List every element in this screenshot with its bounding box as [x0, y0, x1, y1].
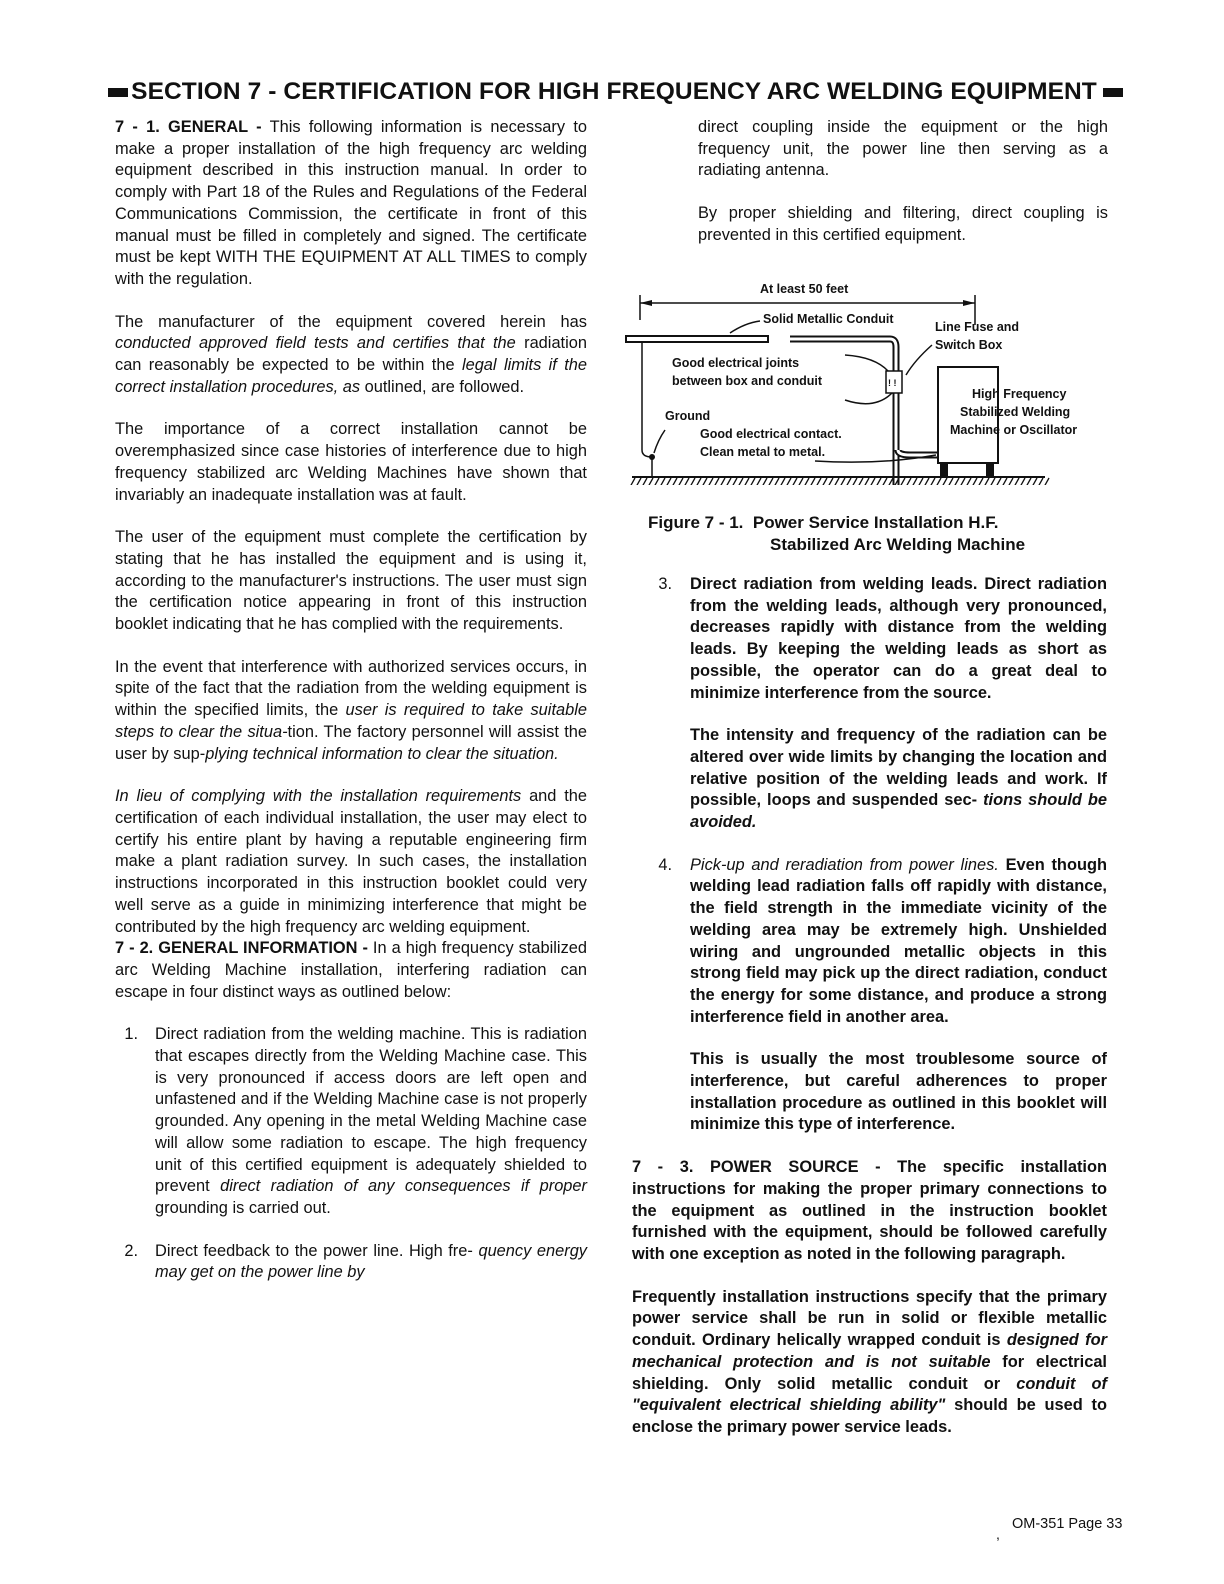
hatch-mark — [1002, 478, 1007, 485]
hatch-mark — [870, 478, 875, 485]
hatch-mark — [930, 478, 935, 485]
hatch-mark — [738, 478, 743, 485]
right-column-lower — [632, 574, 1107, 1460]
hatch-mark — [684, 478, 689, 485]
list-item — [115, 1024, 587, 1219]
list-item — [632, 855, 1107, 1136]
text-span: Direct radiation from the welding machine. This is radiation that escapes directly from the Welding Machine case. This is very pronounced if access doors are left open and unfastened and if the Welding Machine case is not properly grounded. Any opening in the metal Welding Machine case will allow some radiation to escape. The high frequency unit of this certified equipment is adequately shielded to prevent — [155, 1025, 587, 1196]
hatch-mark — [696, 478, 701, 485]
header-bar-left — [108, 88, 128, 97]
conduit-leader — [730, 321, 760, 333]
hatch-mark — [996, 478, 1001, 485]
text-span-italic: legal limits if the correct installation procedures, as — [115, 356, 587, 396]
text-span: outlined, are followed. — [360, 377, 525, 396]
section-7-2-heading: 7 - 2. GENERAL INFORMATION - — [115, 939, 368, 958]
hatch-mark — [912, 478, 917, 485]
page-footer: OM-351 Page 33 — [1012, 1516, 1123, 1532]
continued-paragraph: direct coupling inside the equipment or the high frequency unit, the power line then serving as a radiating antenna. — [698, 118, 1108, 180]
hatch-mark — [654, 478, 659, 485]
hatch-mark — [864, 478, 869, 485]
hatch-mark — [768, 478, 773, 485]
section-7-3-text: The specific installation instructions for making the proper primary connections to the equipment as outlined in the instruction booklet furnished with the equipment, should be followed carefully with one exception as noted in the following paragraph. — [632, 1158, 1107, 1263]
text-span-italic: plying technical information to clear the situation. — [205, 744, 559, 763]
hatch-mark — [978, 478, 983, 485]
section-7-1-text: This following information is necessary to make a proper installation of the high frequency arc welding equipment described in this instruction manual. In order to comply with Part 18 of the Rules and Regulations of the Federal Communications Commission, the certificate in front of this manual must be filled in completely and signed. The certificate must be kept WITH THE EQUIPMENT AT ALL TIMES to comply with the regulation. — [115, 118, 588, 288]
list-item-text — [690, 574, 1107, 834]
hatch-mark — [750, 478, 755, 485]
list-paragraph: This is usually the most troublesome source of interference, but careful adherences to proper installation procedure as outlined in this booklet will minimize this type of interference. — [690, 1050, 1107, 1134]
list-item-text — [155, 1024, 587, 1219]
list-paragraph — [690, 855, 1107, 1029]
hatch-mark — [720, 478, 725, 485]
header-bar-right — [1103, 88, 1123, 97]
machine-leg-right — [986, 463, 994, 477]
fuse-label-1: Line Fuse and — [935, 320, 1020, 334]
section-7-3-paragraph — [632, 1157, 1107, 1266]
joints-leader-upper — [845, 355, 888, 371]
ground-label: Ground — [665, 409, 711, 423]
left-column — [115, 117, 587, 1305]
hatch-mark — [840, 478, 845, 485]
hatch-mark — [1032, 478, 1037, 485]
text-span: and the certification of each individual installation, the user may elect to certify his entire plant by having a reputable engineering firm make a plant radiation survey. In such cases, the installation instructions incorporated in this instruction booklet could very well serve as a guide in minimizing interference that might be contributed by the high frequency arc welding equipment. — [115, 787, 587, 936]
radiation-list-right — [632, 574, 1107, 1136]
hatch-mark — [876, 478, 881, 485]
text-span: In the event that interference with authorized services occurs, in spite of the fact that the radiation from the welding equipment is within the specified limits, the — [115, 657, 587, 720]
list-number: 1. — [124, 1025, 138, 1044]
hatch-mark — [630, 478, 635, 485]
figure-caption — [648, 512, 1108, 556]
hatch-mark — [984, 478, 989, 485]
footer-mark: , — [996, 1526, 1000, 1542]
ground-leader — [654, 430, 665, 453]
hatch-mark — [948, 478, 953, 485]
hatch-mark — [780, 478, 785, 485]
hatch-mark — [1008, 478, 1013, 485]
hatch-mark — [678, 478, 683, 485]
machine-label-1: High Frequency — [972, 387, 1067, 401]
hatch-mark — [906, 478, 911, 485]
hatch-mark — [648, 478, 653, 485]
contact-label-1: Good electrical contact. — [700, 427, 842, 441]
hatch-mark — [1044, 478, 1049, 485]
right-column — [698, 117, 1108, 268]
hatch-mark — [804, 478, 809, 485]
hatch-mark — [642, 478, 647, 485]
text-span: The intensity and frequency of the radiation can be altered over wide limits by changing the location and relative position of the welding leads and work. If possible, loops and suspended sec- — [690, 726, 1107, 810]
hatch-mark — [744, 478, 749, 485]
joints-label-1: Good electrical joints — [672, 356, 800, 370]
dimension-arrow-right-icon — [963, 300, 975, 306]
text-span: radiation can reasonably be expected to be within the — [115, 334, 587, 375]
hatch-mark — [924, 478, 929, 485]
hatch-mark — [888, 478, 893, 485]
text-span: Even though welding lead radiation falls off rapidly with distance, the field strength in the immediate vicinity of the welding area may be extremely high. Unshielded wiring and ungrounded metallic objects in this strong field may pick up the direct radiation, conduct the energy for some distance, and produce a strong interference field in another area. — [690, 855, 1107, 1026]
hatch-mark — [1026, 478, 1031, 485]
list-item-text — [690, 855, 1107, 1136]
fuse-leader — [906, 345, 932, 375]
section-title: SECTION 7 - CERTIFICATION FOR HIGH FREQUENCY ARC WELDING EQUIPMENT — [131, 78, 1097, 105]
hatch-mark — [708, 478, 713, 485]
text-span-italic: conduit of "equivalent electrical shielding ability" — [632, 1374, 1107, 1415]
shielding-paragraph: By proper shielding and filtering, direct coupling is prevented in this certified equipment. — [698, 204, 1108, 244]
hatch-mark — [774, 478, 779, 485]
text-span-italic: tions should be avoided. — [690, 791, 1107, 832]
hatch-mark — [786, 478, 791, 485]
hatch-mark — [1038, 478, 1043, 485]
text-span-italic: quency energy may get on the power line by — [155, 1241, 588, 1282]
hatch-mark — [756, 478, 761, 485]
text-span: The manufacturer of the equipment covered herein has — [115, 312, 587, 331]
figure-power-service-installation — [620, 275, 1120, 485]
hatch-mark — [702, 478, 707, 485]
distance-label: At least 50 feet — [760, 282, 849, 296]
hatch-mark — [690, 478, 695, 485]
hatch-mark — [846, 478, 851, 485]
list-paragraph: Direct radiation from welding leads. Direct radiation from the welding leads, although very pronounced, decreases rapidly with distance from the welding leads. By keeping the welding leads as short as possible, the operator can do a great deal to minimize interference from the source. — [690, 575, 1107, 702]
hatch-mark — [942, 478, 947, 485]
hatch-mark — [900, 478, 905, 485]
list-paragraph — [690, 725, 1107, 834]
ground-wire — [642, 342, 652, 457]
figure-caption-line-1: Figure 7 - 1. Power Service Installation H.F. — [648, 513, 999, 532]
hatch-mark — [972, 478, 977, 485]
hatch-mark — [672, 478, 677, 485]
conduit-label: Solid Metallic Conduit — [763, 312, 894, 326]
hatch-mark — [792, 478, 797, 485]
floor-hatching — [630, 478, 1049, 485]
hatch-mark — [1020, 478, 1025, 485]
text-span-italic: direct radiation of any consequences if proper — [220, 1177, 588, 1196]
text-span: should be used to enclose the primary power service leads. — [632, 1396, 1107, 1436]
importance-paragraph: The importance of a correct installation cannot be overemphasized since case histories of interference due to high frequency stabilized arc Welding Machines have shown that invariably an inadequate installation was at fault. — [115, 420, 587, 504]
hatch-mark — [762, 478, 767, 485]
contact-label-2: Clean metal to metal. — [700, 445, 826, 459]
text-span-italic: In lieu of complying with the installation requirements — [115, 787, 522, 806]
user-paragraph: The user of the equipment must complete the certification by stating that he has installed the equipment and is using it, according to the manufacturer's instructions. The user must sign the certification notice appearing in front of this instruction booklet indicating that he has complied with the requirements. — [115, 528, 587, 634]
hatch-mark — [918, 478, 923, 485]
hatch-mark — [816, 478, 821, 485]
text-span: grounding is carried out. — [155, 1198, 331, 1217]
figure-caption-line-2: Stabilized Arc Welding Machine — [770, 535, 1026, 554]
list-number: 2. — [124, 1241, 138, 1260]
joints-label-2: between box and conduit — [672, 374, 823, 388]
hatch-mark — [960, 478, 965, 485]
section-header — [108, 78, 1123, 106]
hatch-mark — [660, 478, 665, 485]
text-span: Direct feedback to the power line. High fre- — [155, 1241, 473, 1260]
text-span: Frequently installation instructions specify that the primary power service shall be run in solid or flexible metallic conduit. Ordinary helically wrapped conduit is — [632, 1287, 1107, 1350]
hatch-mark — [954, 478, 959, 485]
machine-label-3: Machine or Oscillator — [950, 423, 1078, 437]
text-span: tion. The factory personnel will assist the user by sup- — [115, 722, 588, 763]
hatch-mark — [714, 478, 719, 485]
hatch-mark — [936, 478, 941, 485]
conduit-paragraph — [632, 1287, 1107, 1439]
list-item-text — [155, 1241, 587, 1284]
installation-diagram — [620, 275, 1120, 485]
section-7-1-heading: 7 - 1. GENERAL - — [115, 118, 262, 136]
section-7-3-heading: 7 - 3. POWER SOURCE - — [632, 1158, 881, 1177]
fuse-label-2: Switch Box — [935, 338, 1003, 352]
text-span-italic: conducted approved field tests and certifies that the — [115, 334, 516, 353]
hatch-mark — [810, 478, 815, 485]
section-7-1-paragraph — [115, 117, 587, 291]
hatch-mark — [636, 478, 641, 485]
hatch-mark — [882, 478, 887, 485]
list-item — [115, 1241, 587, 1284]
hatch-mark — [798, 478, 803, 485]
hatch-mark — [828, 478, 833, 485]
conduit-left — [626, 336, 768, 342]
dimension-arrow-left-icon — [640, 300, 652, 306]
text-span: for electrical shielding. Only solid metallic conduit or — [632, 1352, 1107, 1393]
hatch-mark — [858, 478, 863, 485]
hatch-mark — [822, 478, 827, 485]
hatch-mark — [1014, 478, 1019, 485]
hatch-mark — [852, 478, 857, 485]
text-span-italic: user is required to take suitable steps to clear the situa- — [115, 701, 587, 741]
hatch-mark — [966, 478, 971, 485]
joints-leader-lower — [845, 393, 892, 404]
list-item — [632, 574, 1107, 834]
manufacturer-paragraph — [115, 312, 587, 399]
list-number: 4. — [658, 855, 672, 874]
radiation-list-left — [115, 1024, 587, 1284]
hatch-mark — [726, 478, 731, 485]
hatch-mark — [834, 478, 839, 485]
conduit-right — [790, 339, 896, 485]
hatch-mark — [666, 478, 671, 485]
hatch-mark — [990, 478, 995, 485]
machine-leg-left — [940, 463, 948, 477]
machine-label-2: Stabilized Welding — [960, 405, 1071, 419]
section-7-2-paragraph — [115, 938, 587, 1003]
text-span-italic: Pick-up and reradiation from power lines. — [690, 855, 999, 874]
text-span-italic: designed for mechanical protection and is not suitable — [632, 1331, 1107, 1371]
in-lieu-paragraph — [115, 786, 587, 938]
section-7-2-text: In a high frequency stabilized arc Welding Machine installation, interfering radiation can escape in four distinct ways as outlined below: — [115, 939, 587, 1001]
interference-paragraph — [115, 657, 587, 766]
list-number: 3. — [658, 575, 672, 593]
hatch-mark — [732, 478, 737, 485]
switch-box-mark: ! ! — [888, 378, 897, 388]
